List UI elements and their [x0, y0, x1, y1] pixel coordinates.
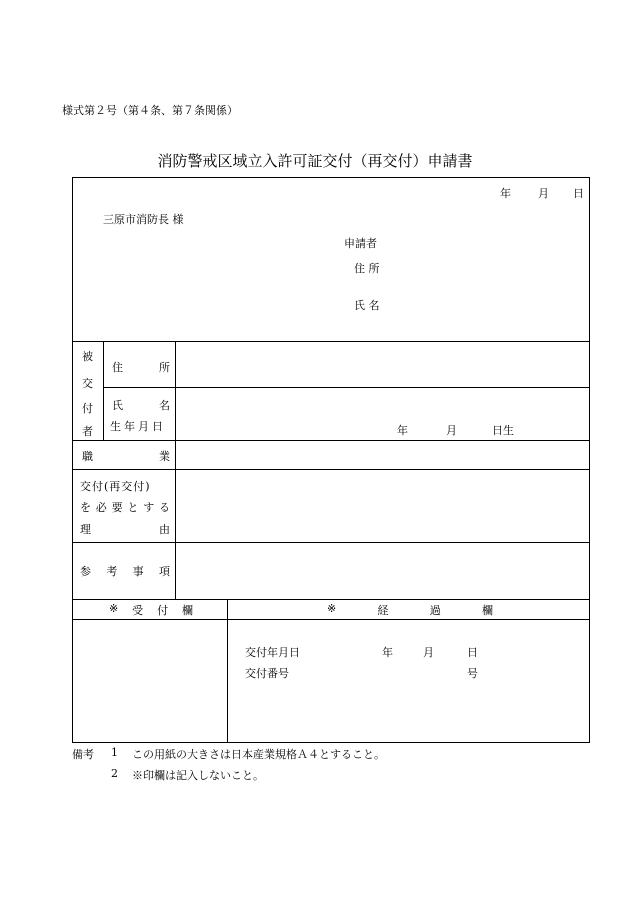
- date-year: 年: [500, 187, 511, 200]
- recipient-label-char: 交: [82, 377, 93, 390]
- label-char: 考: [106, 565, 118, 578]
- birthdate-label: 生年月日: [110, 420, 166, 433]
- note-text: ※印欄は記入しないこと。: [132, 769, 264, 782]
- date-day: 日: [573, 187, 584, 200]
- label-char: 付: [157, 604, 169, 617]
- label-char: 項: [158, 565, 170, 578]
- reason-label-line3: [80, 521, 170, 537]
- label-char: 名: [159, 399, 170, 412]
- issue-number-label: 交付番号: [245, 667, 289, 680]
- birth-year: 年: [397, 424, 408, 437]
- label-char: を: [80, 501, 91, 514]
- applicant-name-label: 氏 名: [354, 299, 380, 312]
- label-char: と: [127, 501, 139, 514]
- label-char: 過: [429, 604, 441, 617]
- reason-label-line2: [80, 499, 170, 515]
- label-char: る: [158, 501, 170, 514]
- reason-label-line1: 交付(再交付): [80, 480, 151, 493]
- label-char: 所: [159, 361, 170, 374]
- notes-label: 備考: [72, 748, 94, 761]
- issue-year: 年: [382, 646, 393, 659]
- issue-date-label: 交付年月日: [245, 646, 300, 659]
- label-char: す: [143, 501, 155, 514]
- label-char: 参: [80, 565, 91, 578]
- label-char: 業: [159, 450, 170, 463]
- recipient-label-char: 付: [82, 402, 93, 415]
- divider: [73, 542, 589, 543]
- addressee: 三原市消防長 様: [103, 213, 184, 226]
- label-char: 由: [159, 523, 170, 536]
- label-char: 欄: [481, 604, 493, 617]
- divider: [73, 619, 589, 620]
- application-form: [72, 177, 590, 743]
- label-char: 必: [95, 501, 107, 514]
- issue-number-suffix: 号: [467, 667, 478, 680]
- note-number: 2: [111, 767, 118, 780]
- divider: [73, 469, 589, 470]
- note-text: この用紙の大きさは日本産業規格Ａ４とすること。: [132, 748, 385, 761]
- date-month: 月: [538, 187, 549, 200]
- reception-column-header: [109, 602, 193, 618]
- label-char: 氏: [112, 399, 123, 412]
- divider: [73, 599, 589, 600]
- divider: [73, 341, 589, 342]
- note-number: 1: [111, 746, 118, 759]
- label-char: 欄: [181, 604, 193, 617]
- recipient-label-char: 被: [82, 350, 93, 363]
- label-char: 事: [132, 565, 144, 578]
- label-char: 経: [377, 604, 389, 617]
- progress-column-header: [327, 602, 493, 618]
- divider: [175, 341, 176, 599]
- label-char: ※: [327, 602, 337, 615]
- label-char: 職: [82, 450, 93, 463]
- page-title: 消防警戒区域立入許可証交付（再交付）申請書: [157, 152, 473, 170]
- issue-day: 日: [467, 646, 478, 659]
- recipient-label-char: 者: [82, 425, 93, 438]
- issue-month: 月: [423, 646, 434, 659]
- birth-month: 月: [446, 424, 457, 437]
- recipient-name-label: [112, 397, 170, 413]
- reference-label: [80, 563, 170, 579]
- divider: [73, 440, 589, 441]
- divider: [227, 599, 228, 742]
- label-char: 受: [132, 604, 144, 617]
- form-number: 様式第２号（第４条、第７条関係）: [62, 104, 238, 117]
- occupation-label: [82, 448, 170, 464]
- applicant-address-label: 住 所: [354, 262, 380, 275]
- label-char: 理: [80, 523, 91, 536]
- recipient-address-label: [112, 359, 170, 375]
- applicant-label: 申請者: [344, 237, 377, 250]
- birth-day: 日生: [492, 424, 514, 437]
- label-char: ※: [109, 602, 119, 615]
- label-char: 住: [112, 361, 123, 374]
- label-char: 要: [111, 501, 123, 514]
- divider: [103, 341, 104, 440]
